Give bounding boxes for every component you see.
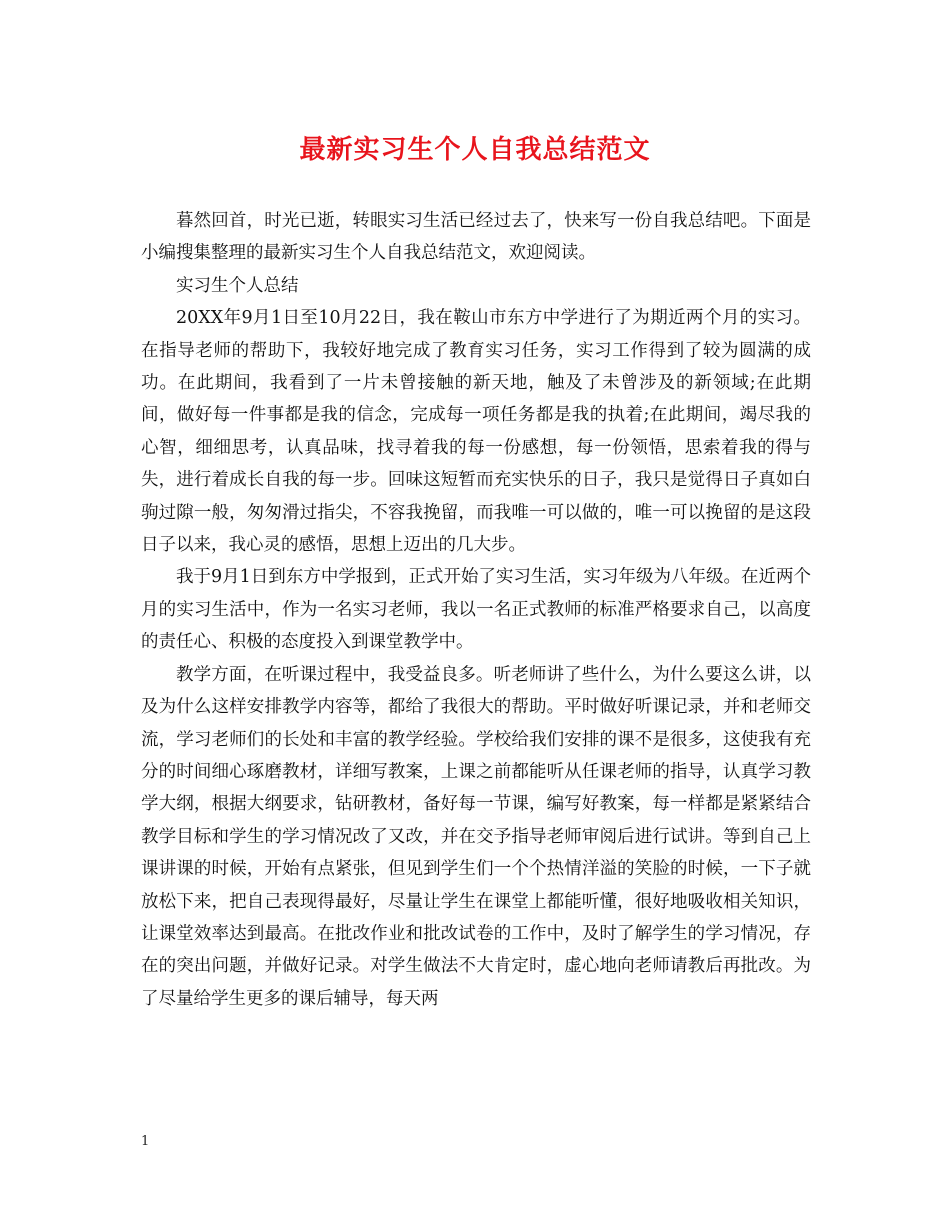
paragraph-intro: 暮然回首，时光已逝，转眼实习生活已经过去了，快来写一份自我总结吧。下面是小编搜集整理的最新实习生个人自我总结范文，欢迎阅读。: [141, 211, 811, 264]
section-heading: 实习生个人总结: [176, 275, 299, 296]
page-number: 1: [141, 1134, 150, 1149]
document-body: [141, 205, 811, 1015]
paragraph-report-arrival: 我于9月1日到东方中学报到，正式开始了实习生活，实习年级为八年级。在近两个月的实习生活中，作为一名实习老师，我以一名正式教师的标准严格要求自己，以高度的责任心、积极的态度投入到课堂教学中。: [141, 567, 811, 653]
paragraph-teaching: 教学方面，在听课过程中，我受益良多。听老师讲了些什么，为什么要这么讲，以及为什么这样安排教学内容等，都给了我很大的帮助。平时做好听课记录，并和老师交流，学习老师们的长处和丰富的教学经验。学校给我们安排的课不是很多，这使我有充分的时间细心琢磨教材，详细写教案，上课之前都能听从任课老师的指导，认真学习教学大纲，根据大纲要求，钻研教材，备好每一节课，编写好教案，每一样都是紧紧结合教学目标和学生的学习情况改了又改，并在交予指导老师审阅后进行试讲。等到自己上课讲课的时候，开始有点紧张，但见到学生们一个个热情洋溢的笑脸的时候，一下子就放松下来，把自己表现得最好，尽量让学生在课堂上都能听懂，很好地吸收相关知识，让课堂效率达到最高。在批改作业和批改试卷的工作中，及时了解学生的学习情况，存在的突出问题，并做好记录。对学生做法不大肯定时，虚心地向老师请教后再批改。为了尽量给学生更多的课后辅导，每天两: [141, 664, 811, 1009]
document-title: 最新实习生个人自我总结范文: [299, 135, 651, 165]
paragraph-internship-overview: 20XX年9月1日至10月22日，我在鞍山市东方中学进行了为期近两个月的实习。在指导老师的帮助下，我较好地完成了教育实习任务，实习工作得到了较为圆满的成功。在此期间，我看到了一片未曾接触的新天地，触及了未曾涉及的新领域;在此期间，做好每一件事都是我的信念，完成每一项任务都是我的执着;在此期间，竭尽我的心智，细细思考，认真品味，找寻着我的每一份感想，每一份领悟，思索着我的得与失，进行着成长自我的每一步。回味这短暂而充实快乐的日子，我只是觉得日子真如白驹过隙一般，匆匆滑过指尖，不容我挽留，而我唯一可以做的，唯一可以挽留的是这段日子以来，我心灵的感悟，思想上迈出的几大步。: [141, 308, 811, 556]
